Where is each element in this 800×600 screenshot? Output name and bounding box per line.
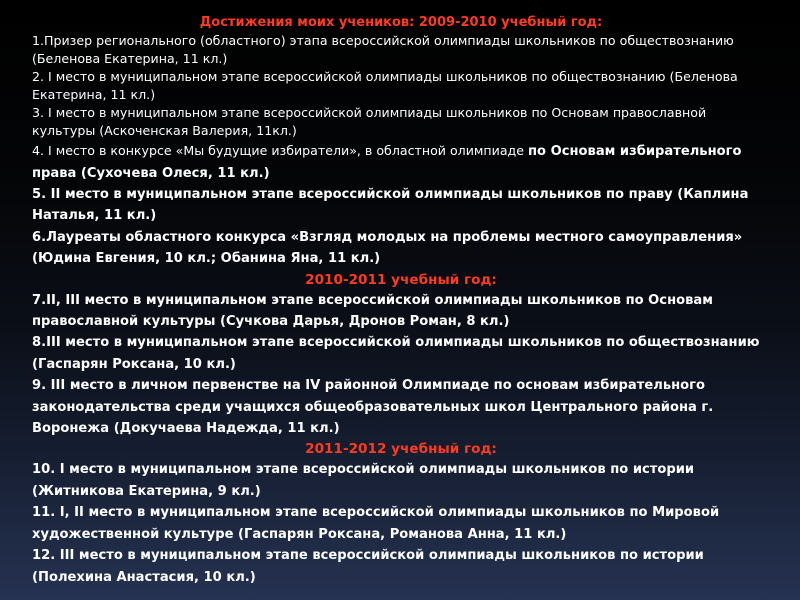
achievement-item-12: 12. III место в муниципальном этапе всероссийской олимпиады школьников по истории (Полехина Анастасия, 10 кл.) (32, 548, 704, 585)
heading-2009-2010: Достижения моих учеников: 2009-2010 учебный год: (199, 15, 603, 30)
achievement-item-4-start: 4. I место в конкурсе «Мы будущие избиратели», в областной олимпиаде (32, 143, 529, 158)
achievement-item-10: 10. I место в муниципальном этапе всероссийской олимпиады школьников по истории (Житникова Екатерина, 9 кл.) (32, 462, 695, 499)
achievement-item-4 (32, 140, 770, 184)
achievement-item-11: 11. I, II место в муниципальном этапе всероссийской олимпиады школьников по Мировой художественной культуре (Гаспарян Роксана, Романова Анна, 11 кл.) (32, 505, 720, 542)
achievement-item-2: 2. I место в муниципальном этапе всероссийской олимпиады школьников по обществознанию (Беленова Екатерина, 11 кл.) (32, 69, 738, 102)
achievement-item-5: 5. II место в муниципальном этапе всероссийской олимпиады школьников по праву (Каплина Наталья, 11 кл.) (32, 187, 749, 224)
achievement-item-6: 6.Лауреаты областного конкурса «Взгляд молодых на проблемы местного самоуправления» (Юдина Евгения, 10 кл.; Обанина Яна, 11 кл.) (32, 229, 743, 267)
achievements-slide (32, 14, 770, 588)
heading-2010-2011: 2010-2011 учебный год: (305, 271, 497, 288)
achievement-item-7: 7.II, III место в муниципальном этапе всероссийской олимпиады школьников по Основам православной культуры (Сучкова Дарья, Дронов Роман, 8 кл.) (32, 292, 713, 330)
achievement-item-1: 1.Призер регионального (областного) этапа всероссийской олимпиады школьников по обществознанию (Беленова Екатерина, 11 кл.) (32, 33, 734, 66)
achievement-item-8: 8.III место в муниципальном этапе всероссийской олимпиады школьников по обществознанию (Гаспарян Роксана, 10 кл.) (32, 335, 760, 372)
achievement-item-4-bold: по Основам избирательного права (Сухочева Олеся, 11 кл.) (32, 144, 742, 181)
heading-2011-2012: 2011-2012 учебный год: (305, 441, 497, 458)
achievement-item-9: 9. III место в личном первенстве на IV районной Олимпиаде по основам избирательного законодательства среди учащихся общеобразовательных школ Центрального района г. Воронежа (Докучаева Надежда, 11 кл.) (32, 378, 714, 437)
achievement-item-3: 3. I место в муниципальном этапе всероссийской олимпиады школьников по Основам православной культуры (Аскоченская Валерия, 11кл.) (32, 105, 707, 138)
